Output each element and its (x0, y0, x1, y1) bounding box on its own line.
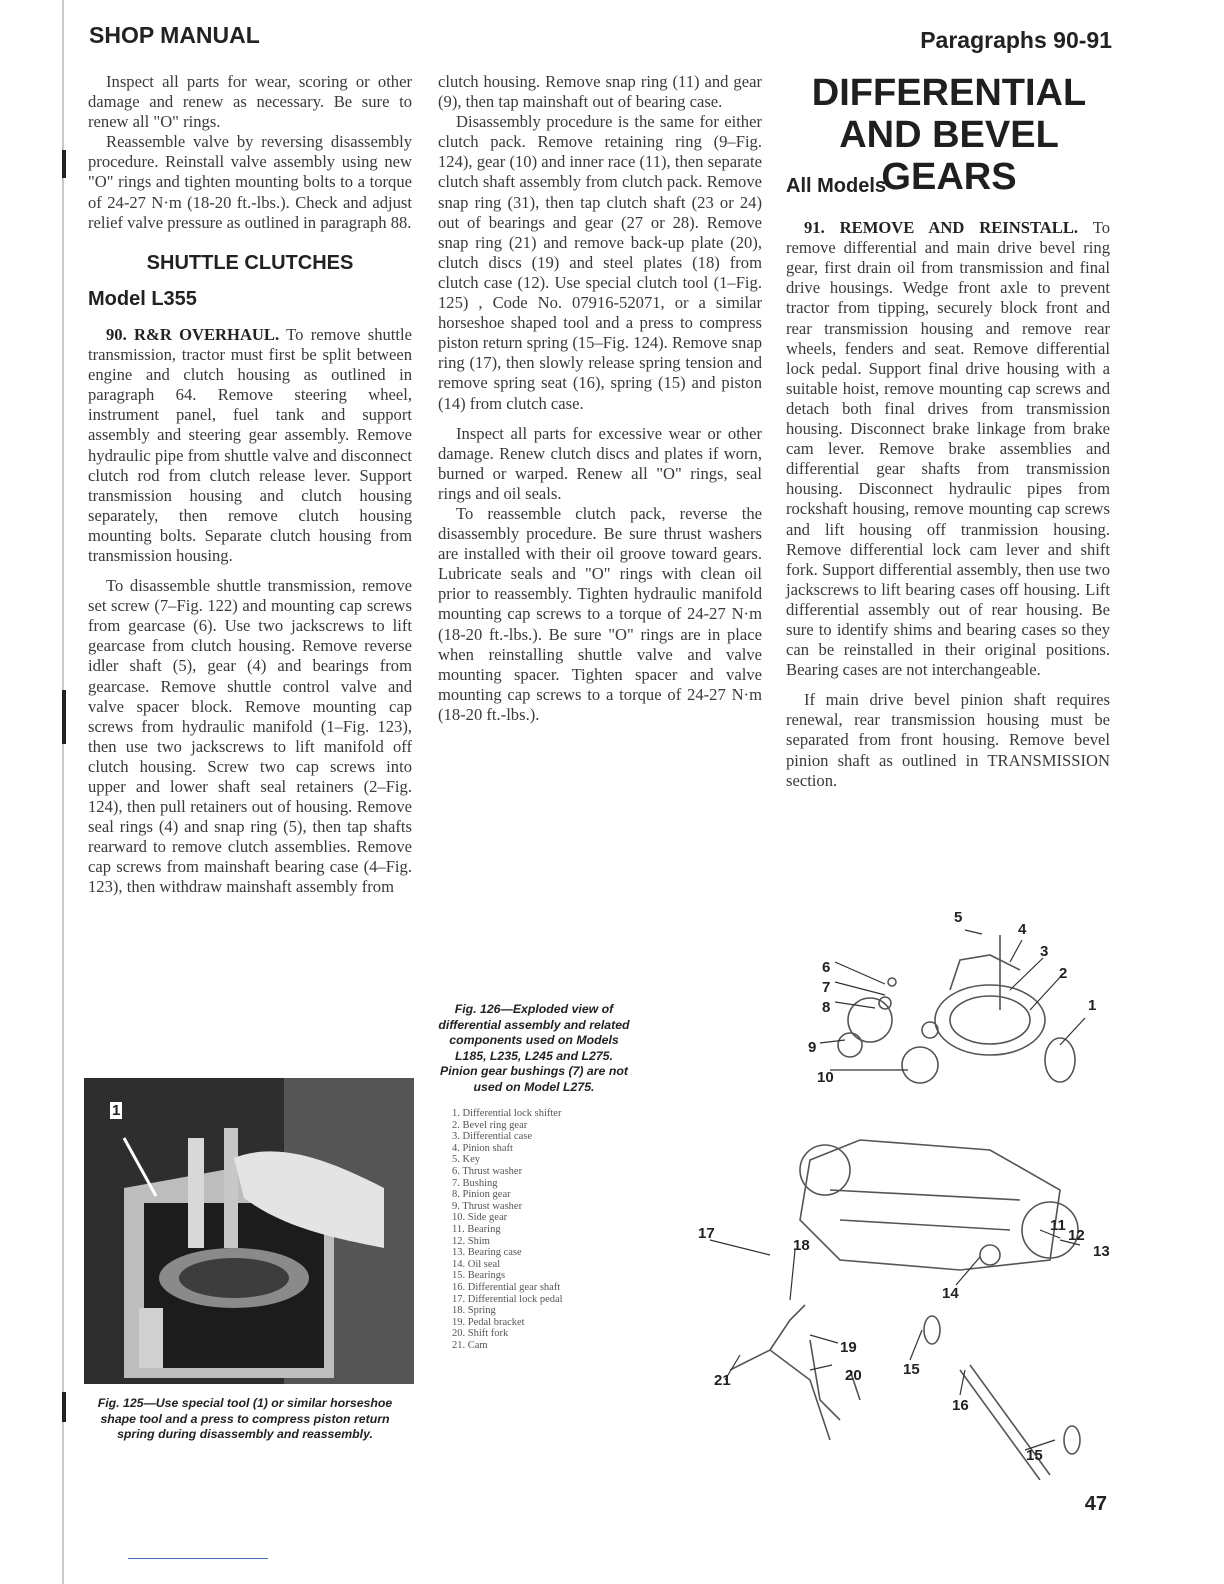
legend-item: 13. Bearing case (452, 1247, 522, 1259)
callout-label: 20 (845, 1367, 862, 1384)
callout-label: 2 (1059, 965, 1068, 982)
figure-125-caption: Fig. 125—Use special tool (1) or similar horseshoe shape tool and a press to compress piston return spring during disassembly and reassembly. (97, 1396, 393, 1441)
legend-item: 3. Differential case (452, 1131, 532, 1143)
callout-label: 17 (698, 1225, 715, 1242)
callout-label: 5 (954, 909, 963, 926)
callout-label: 14 (942, 1285, 959, 1302)
legend-item: 18. Spring (452, 1305, 496, 1317)
change-bar (62, 1392, 66, 1422)
paragraph (786, 218, 1110, 680)
legend-item: 20. Shift fork (452, 1328, 509, 1340)
paragraph: Reassemble valve by reversing disassembly procedure. Reinstall valve assembly using new "O" rings and tighten mounting bolts to a torque of 24-27 N·m (18-20 ft.-lbs.). Check and adjust relief valve pressure as outlined in paragraph 88. (88, 132, 412, 232)
press-tool-illustration (84, 1078, 414, 1384)
column-2 (438, 72, 762, 725)
column-1 (88, 72, 412, 898)
legend-item: 5. Key (452, 1154, 480, 1166)
paragraph-text: To remove shuttle transmission, tractor must first be split between engine and clutch housing as outlined in paragraph 64. Remove steering wheel, instrument panel, fuel tank and support assembly and steering gear assembly. Remove hydraulic pipe from shuttle valve and disconnect clutch rod from clutch release lever. Support transmission housing and clutch housing separately, then remove clutch housing mounting bolts. Separate clutch housing from transmission housing. (88, 324, 412, 565)
callout-label: 11 (1050, 1217, 1066, 1234)
paragraph (88, 325, 412, 566)
footer-rule (128, 1558, 268, 1559)
column-3 (786, 176, 1110, 791)
legend-item: 16. Differential gear shaft (452, 1281, 561, 1293)
paragraph-number: 90. R&R OVERHAUL. (106, 324, 280, 344)
change-bar (62, 690, 66, 744)
callout-label: 15 (903, 1361, 920, 1378)
paragraph-text: To remove differential and main drive bevel ring gear, first drain oil from transmission and final drive housings. Wedge front axle to prevent tractor from tipping, securely block front and rear transmission housing and remove rear wheels, fenders and seat. Remove differential lock pedal. Support final drive housing with a suitable hoist, remove mounting cap screws and detach both final drives from transmission housing. Disconnect brake linkage from brake cam lever. Remove brake assemblies and differential gear shafts from transmission housing. Disconnect hydraulic pipes from rockshaft housing, remove mounting cap screws and lift housing off tranmission housing. Remove differential lock cam lever and shift fork. Support differential assembly, then use two jackscrews to lift bearing cases off housing. Lift differential assembly out of rear housing. Be sure to identify shims and bearing cases so they can be reinstalled in their original positions. Bearing cases are not interchangeable. (786, 218, 1110, 680)
legend-item: 6. Thrust washer (452, 1165, 523, 1177)
callout-label: 8 (822, 999, 831, 1016)
legend-item: 7. Bushing (452, 1177, 498, 1189)
section-title-line: DIFFERENTIAL (811, 72, 1087, 114)
change-bar (62, 150, 66, 178)
page-number: 47 (1084, 1493, 1107, 1515)
paragraph: Disassembly procedure is the same for either clutch pack. Remove retaining ring (9–Fig. 124), gear (10) and inner race (11), then separate clutch shaft assembly from clutch pack. Remove snap ring (31), then tap clutch shaft (23 or 24) out of bearings and gear (27 or 28). Remove snap ring (21) and remove back-up plate (20), clutch discs (19) and steel plates (18) from clutch case (12). Use special clutch tool (1–Fig. 125) , Code No. 07916-52071, or a similar horseshoe shaped tool and a press to compress piston return spring (15–Fig. 124). Remove snap ring (17), then slowly release spring tension and remove spring seat (16), spring (15) and piston (14) from clutch case. (438, 112, 762, 413)
callout-label: 6 (822, 959, 831, 976)
callout-label: 12 (1068, 1227, 1085, 1244)
callout-label: 16 (952, 1397, 969, 1414)
running-header-left: SHOP MANUAL (89, 22, 260, 48)
paragraph: To reassemble clutch pack, reverse the disassembly procedure. Be sure thrust washers are installed with their oil groove toward gears. Lubricate seals and "O" rings with clean oil prior to reassembly. Tighten hydraulic manifold mounting cap screws to a torque of 24-27 N·m (18-20 ft.-lbs.). Be sure "O" rings are in place when reinstalling shuttle valve and valve mounting spacer. Tighten spacer and valve mounting cap screws to a torque of 24-27 N·m (18-20 ft.-lbs.). (438, 503, 762, 724)
paragraph: clutch housing. Remove snap ring (11) and gear (9), then tap mainshaft out of bearing case. (438, 72, 762, 112)
callout-label: 15 (1026, 1447, 1043, 1464)
callout-label: 4 (1018, 921, 1027, 938)
section-title-line: AND BEVEL GEARS (839, 114, 1059, 198)
paragraph: If main drive bevel pinion shaft requires renewal, rear transmission housing must be separated from front housing. Remove bevel pinion shaft as outlined in TRANSMISSION section. (786, 690, 1110, 790)
callout-label: 1 (112, 1102, 121, 1119)
legend-item: 14. Oil seal (452, 1258, 501, 1270)
margin-rule (62, 0, 64, 1584)
figure-126-caption: Fig. 126—Exploded view of differential assembly and related components used on Models L185, L235, L245 and L275. Pinion gear bushings (7) are not used on Model L275. (438, 1002, 630, 1094)
legend-item: 4. Pinion shaft (452, 1142, 513, 1154)
callout-label: 19 (840, 1339, 857, 1356)
legend-item: 21. Cam (452, 1339, 488, 1351)
figure-125-photo (84, 1078, 414, 1384)
paragraph: Inspect all parts for wear, scoring or other damage and renew as necessary. Be sure to renew all "O" rings. (88, 72, 412, 132)
legend-item: 2. Bevel ring gear (452, 1119, 528, 1131)
legend-item: 8. Pinion gear (452, 1189, 511, 1201)
callout-label: 3 (1040, 943, 1049, 960)
paragraph: To disassemble shuttle transmission, remove set screw (7–Fig. 122) and mounting cap screws from gearcase (6). Use two jackscrews to lift gearcase from clutch housing. Remove reverse idler shaft (5), gear (4) and bearings from gearcase. Remove shuttle control valve and valve spacer block. Remove mounting cap screws from hydraulic manifold (1–Fig. 123), then use two jackscrews to lift manifold off clutch housing. Screw two cap screws into upper and lower shaft seal retainers (2–Fig. 124), then pull retainers out of housing. Remove seal rings (4) and snap ring (5), then tap shafts rearward to remove clutch assemblies. Remove cap screws from mainshaft bearing case (4–Fig. 123), then withdraw mainshaft assembly from (88, 576, 412, 897)
legend-item: 12. Shim (452, 1235, 490, 1247)
figure-126-exploded-view (660, 900, 1120, 1480)
callout-label: 7 (822, 979, 831, 996)
subsection-heading: All Models (786, 175, 887, 197)
paragraph: Inspect all parts for excessive wear or other damage. Renew clutch discs and plates if worn, burned or warped. Renew all "O" rings, seal rings and oil seals. (438, 423, 762, 503)
callout-label: 18 (793, 1237, 810, 1254)
callout-label: 13 (1093, 1243, 1110, 1260)
legend-item: 11. Bearing (452, 1223, 501, 1235)
callout-label: 21 (714, 1372, 731, 1389)
callout-label: 9 (808, 1039, 817, 1056)
section-heading: SHUTTLE CLUTCHES (146, 251, 354, 274)
callout-label: 1 (1088, 997, 1097, 1014)
figure-126-legend (452, 1108, 632, 1351)
legend-item: 10. Side gear (452, 1212, 508, 1224)
legend-item: 15. Bearings (452, 1270, 506, 1282)
callout-label: 10 (817, 1069, 834, 1086)
paragraph-number: 91. REMOVE AND REINSTALL. (804, 218, 1079, 238)
subsection-heading: Model L355 (88, 287, 197, 310)
legend-item: 17. Differential lock pedal (452, 1293, 563, 1305)
legend-item: 9. Thrust washer (452, 1200, 523, 1212)
running-header-right: Paragraphs 90-91 (920, 27, 1112, 53)
legend-item: 19. Pedal bracket (452, 1316, 525, 1328)
legend-item: 1. Differential lock shifter (452, 1108, 562, 1119)
